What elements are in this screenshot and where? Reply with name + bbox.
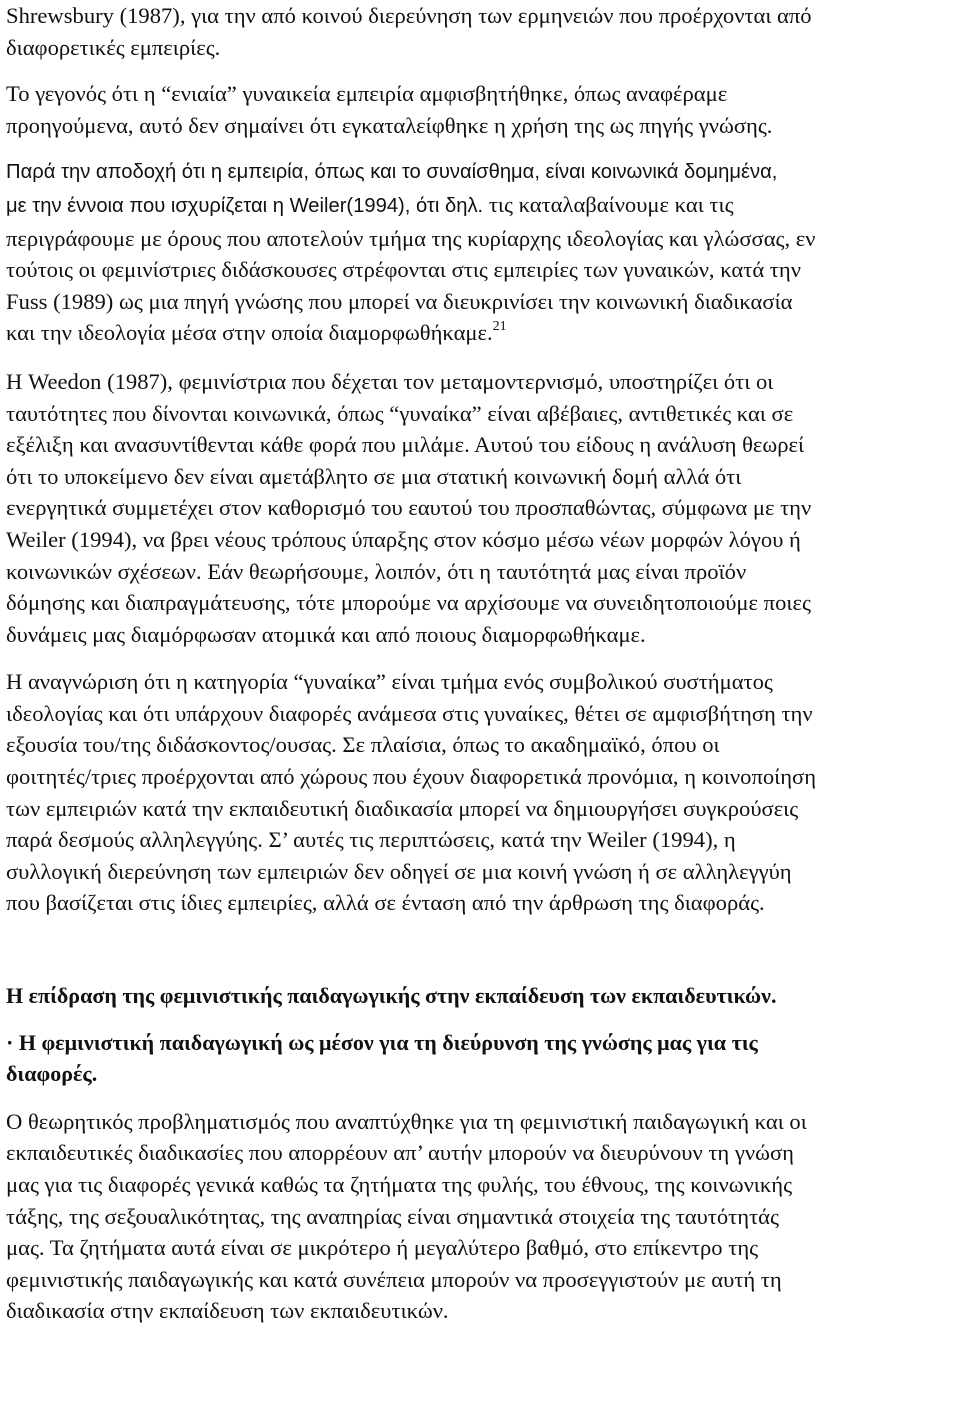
text-line: διαδικασία στην εκπαίδευση των εκπαιδευτικών.	[6, 1298, 449, 1324]
text-line: ενεργητικά συμμετέχει στον καθορισμό του εαυτού του προσπαθώντας, σύμφωνα με την	[6, 495, 812, 521]
text-span: και την ιδεολογία μέσα στην οποία διαμορφωθήκαμε.	[6, 320, 493, 346]
heading-line: διαφορές.	[6, 1061, 98, 1087]
text-line: εξουσία του/της διδάσκοντος/ουσας. Σε πλαίσια, όπως το ακαδημαϊκό, όπου οι	[6, 732, 720, 758]
subsection-heading	[6, 1027, 954, 1090]
paragraph-gap	[6, 349, 954, 366]
section-heading	[6, 980, 954, 1012]
text-line: προηγούμενα, αυτό δεν σημαίνει ότι εγκαταλείφθηκε η χρήση της ως πηγής γνώσης.	[6, 112, 773, 138]
footnote-reference[interactable]: 21	[492, 319, 507, 335]
text-line: ταυτότητες που δίνονται κοινωνικά, όπως “γυναίκα” είναι αβέβαιες, αντιθετικές και σε	[6, 400, 794, 426]
text-line: ιδεολογίας και ότι υπάρχουν διαφορές ανάμεσα στις γυναίκες, θέτει σε αμφισβήτηση την	[6, 700, 813, 726]
document-page	[6, 0, 954, 1327]
text-line: εκπαιδευτικές διαδικασίες που απορρέουν απ’ αυτήν μπορούν να διευρύνουν τη γνώση	[6, 1140, 794, 1166]
text-line: Shrewsbury (1987), για την από κοινού διερεύνηση των ερμηνειών που προέρχονται από	[6, 3, 812, 28]
text-line: Fuss (1989) ως μια πηγή γνώσης που μπορεί να διευκρινίσει την κοινωνική διαδικασία	[6, 288, 793, 314]
text-line: κοινωνικών σχέσεων. Εάν θεωρήσουμε, λοιπόν, ότι η ταυτότητά μας είναι προϊόν	[6, 558, 747, 584]
text-line-with-footnote	[6, 317, 954, 349]
text-line: Weiler (1994), να βρει νέους τρόπους ύπαρξης στον κόσμο μέσω νέων μορφών λόγου ή	[6, 526, 801, 552]
text-line: διαφορετικές εμπειρίες.	[6, 34, 221, 60]
text-line: μας για τις διαφορές γενικά καθώς τα ζητήματα της φυλής, του έθνους, της κοινωνικής	[6, 1172, 793, 1197]
text-line: φεμινιστικής παιδαγωγικής και κατά συνέπεια μπορούν να προσεγγιστούν με αυτή τη	[6, 1266, 782, 1292]
text-line: μας. Τα ζητήματα αυτά είναι σε μικρότερο ή μεγαλύτερο βαθμό, στο επίκεντρο της	[6, 1235, 759, 1261]
text-line: εξέλιξη και ανασυντίθενται κάθε φορά που μιλάμε. Αυτού του είδους η ανάλυση θεωρεί	[6, 432, 805, 458]
text-line: ότι το υποκείμενο δεν είναι αμετάβλητο σε μια στατική κοινωνική δομή αλλά ότι	[6, 463, 742, 489]
text-line: παρά δεσμούς αλληλεγγύης. Σ’ αυτές τις περιπτώσεις, κατά την Weiler (1994), η	[6, 827, 736, 853]
paragraph-1	[6, 0, 954, 63]
text-span-serif: τις καταλαβαίνουμε και τις	[483, 191, 734, 217]
text-line: περιγράφουμε με όρους που αποτελούν τμήμα της κυρίαρχης ιδεολογίας και γλώσσας, εν	[6, 225, 816, 251]
paragraph-3	[6, 157, 954, 349]
text-line: Η αναγνώριση ότι η κατηγορία “γυναίκα” είναι τμήμα ενός συμβολικού συστήματος	[6, 669, 773, 695]
text-line: των εμπειριών κατά την εκπαιδευτική διαδικασία μπορεί να δημιουργήσει συγκρούσεις	[6, 795, 799, 821]
heading-line: Η επίδραση της φεμινιστικής παιδαγωγικής στην εκπαίδευση των εκπαιδευτικών.	[6, 983, 777, 1009]
text-line: Παρά την αποδοχή ότι η εμπειρία, όπως και το συναίσθημα, είναι κοινωνικά δομημένα,	[6, 161, 778, 184]
paragraph-gap	[6, 650, 954, 666]
text-line: τάξης, της σεξουαλικότητας, της αναπηρίας είναι σημαντικά στοιχεία της ταυτότητάς	[6, 1203, 779, 1229]
text-line: Η Weedon (1987), φεμινίστρια που δέχεται τον μεταμοντερνισμό, υποστηρίζει ότι οι	[6, 368, 774, 394]
text-line-mixed	[6, 189, 954, 223]
text-line: που βασίζεται στις ίδιες εμπειρίες, αλλά σε ένταση από την άρθρωση της διαφοράς.	[6, 890, 765, 916]
text-line: Ο θεωρητικός προβληματισμός που αναπτύχθηκε για τη φεμινιστική παιδαγωγική και οι	[6, 1108, 807, 1134]
paragraph-4	[6, 366, 954, 650]
text-line: δόμησης και διαπραγμάτευσης, τότε μπορούμε να αρχίσουμε να συνειδητοποιούμε ποιες	[6, 590, 811, 616]
paragraph-2	[6, 78, 954, 141]
paragraph-gap	[6, 63, 954, 78]
text-line: τούτοις οι φεμινίστριες διδάσκουσες στρέφονται στις εμπειρίες των γυναικών, κατά την	[6, 257, 801, 283]
text-line: δυνάμεις μας διαμόρφωσαν ατομικά και από ποιους διαμορφωθήκαμε.	[6, 621, 646, 647]
text-line: Το γεγονός ότι η “ενιαία” γυναικεία εμπειρία αμφισβητήθηκε, όπως αναφέραμε	[6, 81, 728, 107]
heading-line: · Η φεμινιστική παιδαγωγική ως μέσον για τη διεύρυνση της γνώσης μας για τις	[6, 1029, 758, 1055]
paragraph-5	[6, 666, 954, 919]
text-line: συλλογική διερεύνηση των εμπειριών δεν οδηγεί σε μια κοινή γνώση ή σε αλληλεγγύη	[6, 858, 792, 884]
paragraph-gap	[6, 1012, 954, 1027]
section-gap	[6, 919, 954, 980]
text-line: φοιτητές/τριες προέρχονται από χώρους που έχουν διαφορετικά προνόμια, η κοινοποίηση	[6, 764, 817, 790]
paragraph-gap	[6, 141, 954, 157]
paragraph-6	[6, 1106, 954, 1327]
text-span-sans: με την έννοια που ισχυρίζεται η Weiler(1994), ότι δηλ.	[6, 194, 484, 217]
paragraph-gap	[6, 1090, 954, 1106]
